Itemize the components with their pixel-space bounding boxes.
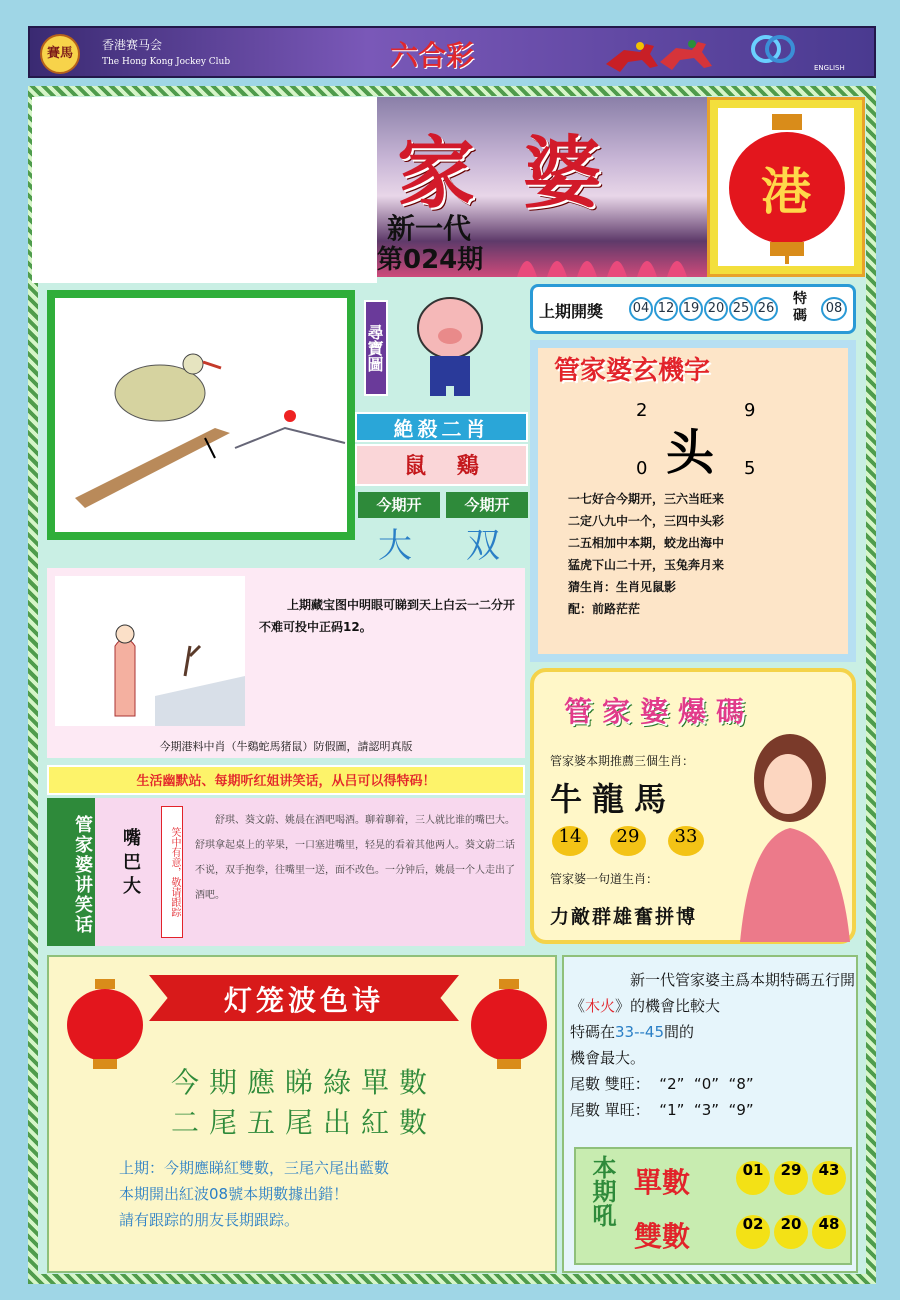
banner-white-block <box>32 97 377 283</box>
burst-line-label: 管家婆一句道生肖： <box>550 872 659 886</box>
poem-panel <box>47 955 557 1273</box>
lotus-icon <box>507 245 707 277</box>
english-link[interactable]: ENGLISH <box>814 64 845 72</box>
tail-double: 尾數 雙旺： “2” “0” “8” <box>570 1075 754 1093</box>
treasure-map-label: 尋寶圖 <box>364 300 388 396</box>
shout-box <box>574 1147 852 1265</box>
org-name-cn: 香港赛马会 <box>102 38 163 52</box>
bird-on-branch-illustration <box>55 298 347 532</box>
poem-line-2: 二尾五尾出紅數 <box>170 1106 437 1139</box>
parity-value: 双 <box>466 526 500 566</box>
mystery-line: 一七好合今期开，三六当旺来 <box>568 492 725 506</box>
hint-panel <box>47 568 525 758</box>
joke-panel <box>47 798 525 946</box>
hint-caption: 今期港料中肖（牛鷄蛇馬猪鼠）防假圖，請認明真版 <box>159 740 413 753</box>
lantern-panel <box>707 97 865 277</box>
forecast-wx: 木火 <box>585 997 616 1015</box>
forecast-p4: 間的 <box>664 1023 695 1041</box>
poem-note-3: 請有跟踪的朋友長期跟踪。 <box>119 1211 300 1229</box>
joke-title: 嘴巴大 <box>120 828 141 900</box>
draw-number-1: 04 <box>629 297 653 321</box>
forecast-p3: 特碼在 <box>570 1023 616 1041</box>
hint-text: 上期藏宝图中明眼可睇到天上白云一二分开不难可投中正码12。 <box>259 598 516 634</box>
tail-single: 尾數 單旺： “1” “3” “9” <box>570 1101 754 1119</box>
mystery-line: 二定八九中一个，三四中头彩 <box>568 514 725 528</box>
forecast-p1: 新一代管家婆主爲本期特碼五行開《 <box>570 971 856 1015</box>
odd-num-1: 01 <box>736 1161 770 1195</box>
burst-num-3: 33 <box>668 826 704 856</box>
mystery-digit-3: 0 <box>636 458 648 479</box>
odd-num-3: 43 <box>812 1161 846 1195</box>
joke-side-label: 管家婆讲笑话 <box>47 798 95 946</box>
banner-sky <box>377 97 707 277</box>
mystery-line: 二五相加中本期，蛟龙出海中 <box>568 536 725 550</box>
burst-line: 力敵群雄奮拼博 <box>550 906 698 928</box>
shout-label: 本期吼 <box>588 1155 616 1227</box>
size-value: 大 <box>378 526 412 566</box>
joke-banner: 生活幽默站、每期听红姐讲笑话，从吕可以得特码！ <box>47 765 525 795</box>
even-num-3: 48 <box>812 1215 846 1249</box>
org-name-en: The Hong Kong Jockey Club <box>102 57 231 67</box>
sage-illustration <box>55 576 245 726</box>
banner-big-title: 家婆 <box>397 128 650 219</box>
forecast-text <box>570 967 856 1123</box>
bird-picture-panel <box>47 290 355 540</box>
poem-note-1: 上期：今期應睇紅雙數，三尾六尾出藍數 <box>119 1159 390 1177</box>
mystery-line: 猛虎下山二十开，玉兔奔月来 <box>568 558 725 572</box>
mystery-digit-2: 9 <box>744 400 756 421</box>
mystery-line: 猜生肖：生肖见鼠影 <box>568 580 677 594</box>
odd-label: 單數 <box>634 1166 691 1199</box>
draw-number-4: 20 <box>704 297 728 321</box>
exclude-title: 絶殺二肖 <box>355 412 528 442</box>
special-number: 08 <box>821 297 847 321</box>
even-num-1: 02 <box>736 1215 770 1249</box>
mystery-title: 管家婆玄機字 <box>554 356 711 386</box>
even-num-2: 20 <box>774 1215 808 1249</box>
pig-cartoon-icon <box>400 288 500 398</box>
mystery-line: 配：前路茫茫 <box>568 602 641 616</box>
burst-intro: 管家婆本期推薦三個生肖： <box>550 754 695 768</box>
exclude-animals: 鼠 鷄 <box>355 444 528 486</box>
top-header-bar <box>28 26 876 78</box>
open-label-2: 今期开 <box>446 492 528 518</box>
even-label: 雙數 <box>634 1220 691 1253</box>
mystery-poem <box>568 488 840 620</box>
mark-six-title: 六合彩 <box>390 39 475 72</box>
open-label-1: 今期开 <box>358 492 440 518</box>
issue-number: 第024期 <box>377 245 484 275</box>
burst-num-1: 14 <box>552 826 588 856</box>
joke-text: 舒琪、葵文蔚、姚晨在酒吧喝酒。聊着聊着，三人就比谁的嘴巴大。舒琪拿起桌上的苹果，一口塞进嘴里，轻晃的看着其他两人。葵文蔚二话不说，双手抱拳，往嘴里一送，面不改色。一分钟后，姚晨一个人走出了酒吧。 <box>195 815 515 901</box>
burst-title: 管家婆爆碼 <box>564 695 755 728</box>
mystery-digit-4: 5 <box>744 458 756 479</box>
english-site-icon[interactable] <box>750 34 796 64</box>
forecast-p5: 機會最大。 <box>570 1049 646 1067</box>
draw-number-5: 25 <box>729 297 753 321</box>
forecast-p2: 》的機會比較大 <box>615 997 721 1015</box>
poem-title: 灯笼波色诗 <box>223 984 384 1017</box>
forecast-panel <box>562 955 858 1273</box>
forecast-range: 33--45 <box>615 1023 665 1041</box>
poem-note-2: 本期開出紅波08號本期數據出錯！ <box>119 1185 349 1203</box>
joke-note: 笑中有意，敬请跟踪 <box>161 806 183 938</box>
odd-num-2: 29 <box>774 1161 808 1195</box>
draw-number-6: 26 <box>754 297 778 321</box>
draw-number-3: 19 <box>679 297 703 321</box>
last-draw-label: 上期開獎 <box>539 302 604 321</box>
draw-number-2: 12 <box>654 297 678 321</box>
mystery-char: 头 <box>666 425 715 481</box>
burst-animals: 牛龍馬 <box>550 780 677 818</box>
jockey-club-logo-icon[interactable]: 賽馬 <box>40 34 80 74</box>
lantern-char: 港 <box>761 163 811 221</box>
poem-line-1: 今期應睇綠單數 <box>170 1066 437 1099</box>
woman-portrait-image <box>730 728 854 942</box>
mystery-panel <box>530 340 856 662</box>
banner-subtitle: 新一代 <box>387 212 472 245</box>
burst-panel <box>530 668 856 944</box>
special-label: 特碼 <box>793 291 807 324</box>
racing-horses-icon <box>602 32 722 76</box>
mystery-digit-1: 2 <box>636 400 648 421</box>
burst-num-2: 29 <box>610 826 646 856</box>
last-draw-bar <box>530 284 856 334</box>
